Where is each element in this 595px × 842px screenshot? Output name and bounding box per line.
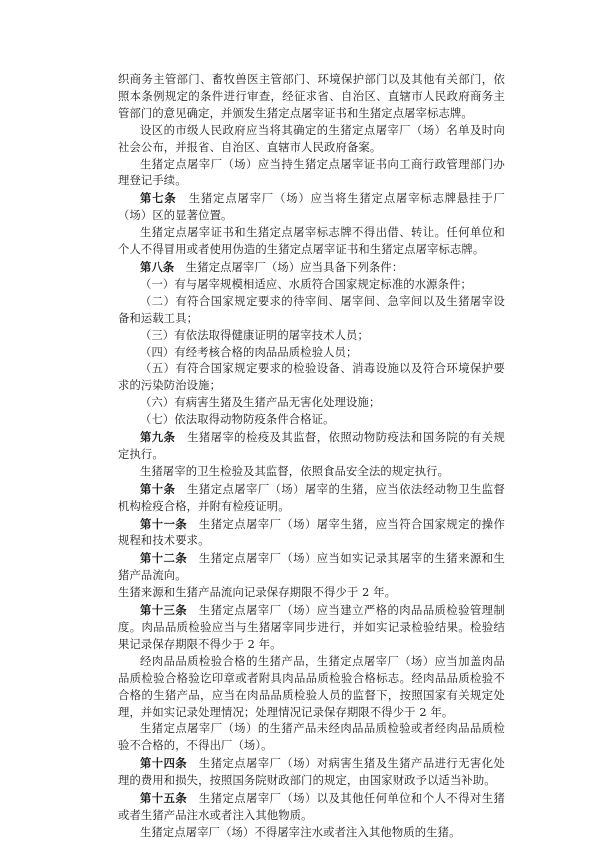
list-item: （五）有符合国家规定要求的检验设备、消毒设施以及符合环境保护要求的污染防治设施； (118, 362, 505, 393)
list-item: （一）有与屠宰规模相适应、水质符合国家规定标准的水源条件； (140, 277, 472, 291)
article-paragraph: 第十二条 生猪定点屠宰厂（场）应当如实记录其屠宰的生猪来源和生猪产品流向。 (118, 551, 505, 583)
paragraph: 生猪定点屠宰厂（场）的生猪产品未经肉品品质检验或者经肉品品质检验不合格的，不得出厂（场）。 (118, 722, 505, 753)
list-item: （四）有经考核合格的肉品品质检验人员； (140, 345, 358, 359)
article-number: 第十四条 (140, 756, 188, 771)
paragraph: 生猪屠宰的卫生检验及其监督，依照食品安全法的规定执行。 (140, 464, 450, 478)
article-number: 第十一条 (140, 516, 188, 531)
article-number: 第九条 (140, 430, 176, 445)
article-paragraph: 第十条 生猪定点屠宰厂（场）屠宰的生猪，应当依法经动物卫生监督机构检疫合格，并附有检疫证明。 (118, 481, 505, 513)
article-paragraph: 第九条 生猪屠宰的检疫及其监督，依照动物防疫法和国务院的有关规定执行。 (118, 430, 505, 461)
article-paragraph: 第十一条 生猪定点屠宰厂（场）屠宰生猪，应当符合国家规定的操作规程和技术要求。 (118, 516, 505, 548)
paragraph: 生猪定点屠宰证书和生猪定点屠宰标志牌不得出借、转让。任何单位和个人不得冒用或者使用伪造的生猪定点屠宰证书和生猪定点屠宰标志牌。 (118, 226, 505, 257)
article-number: 第十三条 (140, 603, 188, 618)
article-number: 第八条 (140, 259, 175, 274)
list-item: （六）有病害生猪及生猪产品无害化处理设施； (140, 396, 381, 410)
list-item: （三）有依法取得健康证明的屠宰技术人员； (140, 328, 369, 342)
article-number: 第十二条 (140, 551, 188, 566)
article-paragraph: 第十三条 生猪定点屠宰厂（场）应当建立严格的肉品品质检验管理制度。肉品品质检验应当与生猪屠宰同步进行，并如实记录检验结果。检验结果记录保存期限不得少于 2 年。 (118, 603, 505, 651)
article-number: 第十五条 (140, 791, 188, 806)
list-item: （二）有符合国家规定要求的待宰间、屠宰间、急宰间以及生猪屠宰设备和运载工具； (118, 294, 505, 325)
paragraph: 生猪定点屠宰厂（场）不得屠宰注水或者注入其他物质的生猪。 (140, 825, 461, 839)
article-paragraph: 第十四条 生猪定点屠宰厂（场）对病害生猪及生猪产品进行无害化处理的费用和损失，按照国务院财政部门的规定，由国家财政予以适当补助。 (118, 756, 505, 788)
article-paragraph: 第七条 生猪定点屠宰厂（场）应当将生猪定点屠宰标志牌悬挂于厂（场）区的显著位置。 (118, 191, 505, 223)
list-item: （七）依法取得动物防疫条件合格证。 (140, 413, 335, 427)
article-number: 第十条 (140, 481, 176, 496)
paragraph: 设区的市级人民政府应当将其确定的生猪定点屠宰厂（场）名单及时向社会公布，并报省、自治区、直辖市人民政府备案。 (118, 123, 505, 154)
paragraph: 织商务主管部门、畜牧兽医主管部门、环境保护部门以及其他有关部门，依照本条例规定的条件进行审查，经征求省、自治区、直辖市人民政府商务主管部门的意见确定，并颁发生猪定点屠宰证书和生猪定点屠宰标志牌。 (118, 73, 505, 120)
article-paragraph: 第八条 生猪定点屠宰厂（场）应当具备下列条件： (140, 259, 404, 274)
article-number: 第七条 (140, 191, 177, 206)
article-paragraph: 第十五条 生猪定点屠宰厂（场）以及其他任何单位和个人不得对生猪或者生猪产品注水或者注入其他物质。 (118, 791, 505, 822)
paragraph: 生猪定点屠宰厂（场）应当持生猪定点屠宰证书向工商行政管理部门办理登记手续。 (118, 157, 505, 188)
paragraph: 经肉品品质检验合格的生猪产品，生猪定点屠宰厂（场）应当加盖肉品品质检验合格验讫印章或者附具肉品品质检验合格标志。经肉品品质检验不合格的生猪产品，应当在肉品品质检验人员的监督下，按照国家有关规定处理，并如实记录处理情况；处理情况记录保存期限不得少于 2 年。 (118, 654, 505, 719)
paragraph: 生猪来源和生猪产品流向记录保存期限不得少于 2 年。 (118, 586, 397, 600)
